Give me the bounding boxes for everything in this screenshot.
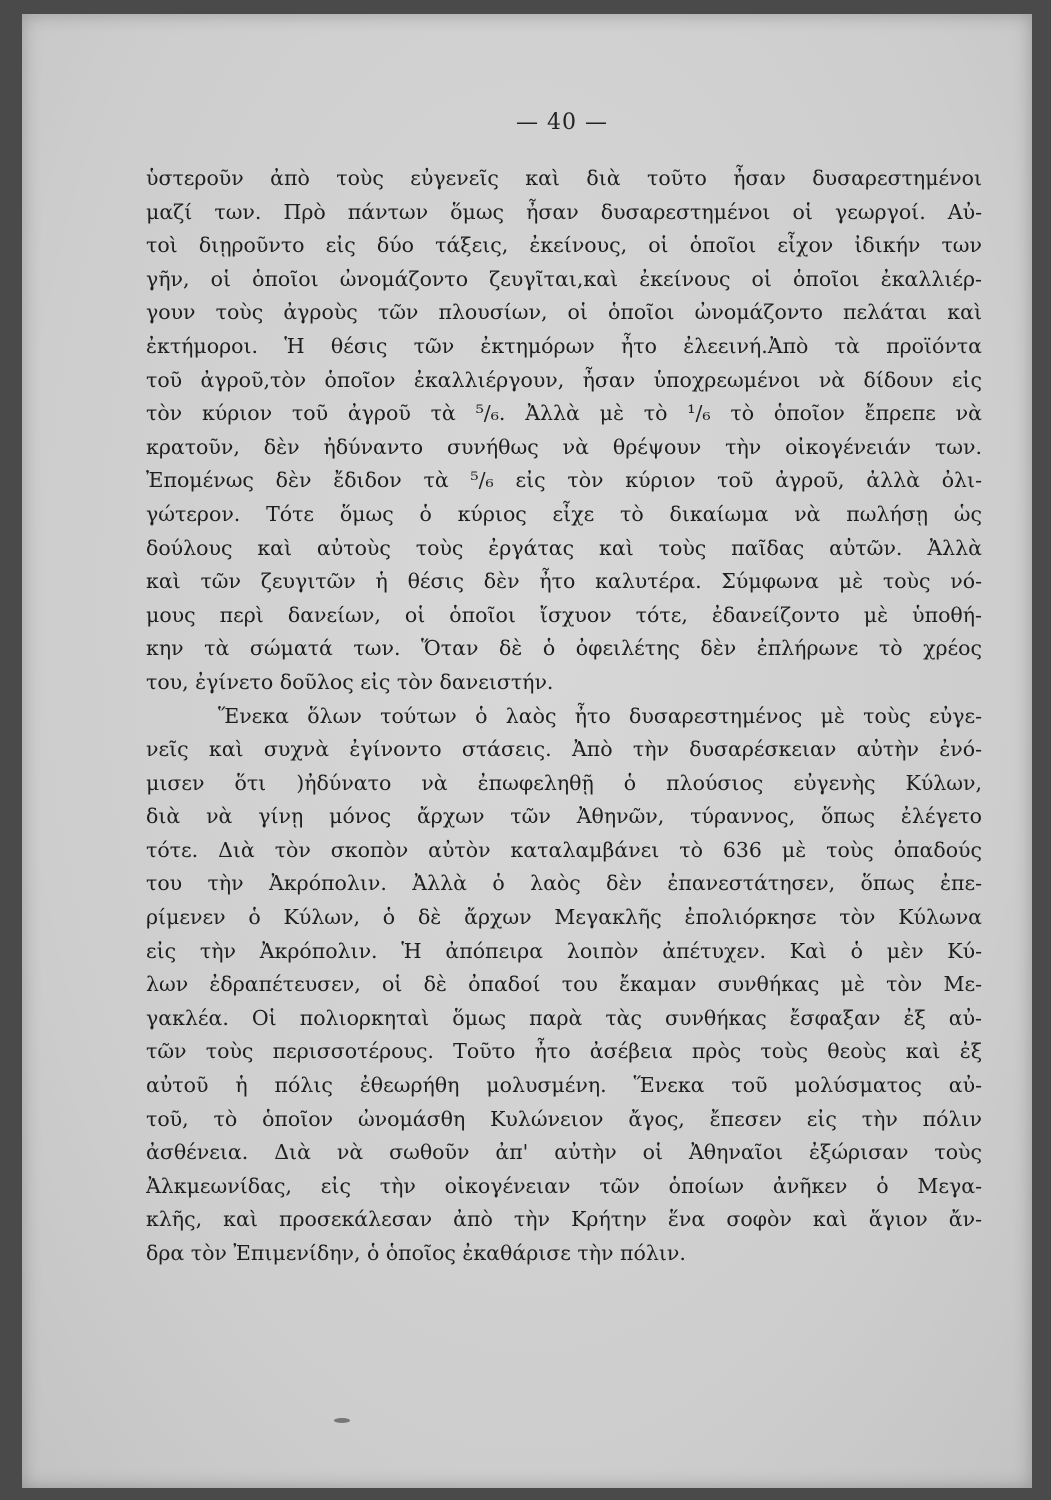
text-line: αὐτοῦ ἡ πόλις ἐθεωρήθη μολυσμένη. Ἕνεκα τοῦ μολύσματος αὐ- <box>146 1073 982 1098</box>
text-line: τὸν κύριον τοῦ ἀγροῦ τὰ ⁵/₆. Ἀλλὰ μὲ τὸ ¹/₆ τὸ ὁποῖον ἔπρεπε νὰ <box>146 401 982 426</box>
text-line: μισεν ὅτι )ἠδύνατο νὰ ἐπωφεληθῇ ὁ πλούσιος εὐγενὴς Κύλων, <box>146 770 982 795</box>
text-line: γώτερον. Τότε ὅμως ὁ κύριος εἶχε τὸ δικαίωμα νὰ πωλήσῃ ὡς <box>146 501 982 526</box>
text-line: μαζί των. Πρὸ πάντων ὅμως ἦσαν δυσαρεστημένοι οἱ γεωργοί. Αὐ- <box>146 199 982 224</box>
page-number: — 40 — <box>516 110 608 135</box>
text-line: δρα τὸν Ἐπιμενίδην, ὁ ὁποῖος ἐκαθάρισε τὴν πόλιν. <box>146 1241 686 1265</box>
text-line: καὶ τῶν ζευγιτῶν ἡ θέσις δὲν ἦτο καλυτέρα. Σύμφωνα μὲ τοὺς νό- <box>146 569 982 594</box>
text-line: ἀσθένεια. Διὰ νὰ σωθοῦν ἀπ' αὐτὴν οἱ Ἀθηναῖοι ἐξώρισαν τοὺς <box>146 1140 982 1165</box>
text-line: του, ἐγίνετο δοῦλος εἰς τὸν δανειστήν. <box>146 669 554 694</box>
text-line: εἰς τὴν Ἀκρόπολιν. Ἡ ἀπόπειρα λοιπὸν ἀπέτυχεν. Καὶ ὁ μὲν Κύ- <box>146 938 982 963</box>
text-line: Ἐπομένως δὲν ἔδιδον τὰ ⁵/₆ εἰς τὸν κύριον τοῦ ἀγροῦ, ἀλλὰ ὀλι- <box>146 468 982 493</box>
text-line: κρατοῦν, δὲν ἠδύναντο συνήθως νὰ θρέψουν τὴν οἰκογένειάν των. <box>146 434 982 459</box>
text-line: γουν τοὺς ἀγροὺς τῶν πλουσίων, οἱ ὁποῖοι ὠνομάζοντο πελάται καὶ <box>146 300 982 325</box>
text-line: γῆν, οἱ ὁποῖοι ὠνομάζοντο ζευγῖται,καὶ ἐκείνους οἱ ὁποῖοι ἐκαλλιέρ- <box>146 266 982 291</box>
book-page <box>22 14 1032 1488</box>
text-line: νεῖς καὶ συχνὰ ἐγίνοντο στάσεις. Ἀπὸ τὴν δυσαρέσκειαν αὐτὴν ἐνό- <box>146 737 982 762</box>
ink-smudge <box>334 1418 350 1423</box>
text-line: γακλέα. Οἱ πολιορκηταὶ ὅμως παρὰ τὰς συνθήκας ἔσφαξαν ἐξ αὐ- <box>146 1005 982 1030</box>
text-line: διὰ νὰ γίνῃ μόνος ἄρχων τῶν Ἀθηνῶν, τύραννος, ὅπως ἐλέγετο <box>146 804 982 829</box>
text-line: μους περὶ δανείων, οἱ ὁποῖοι ἴσχυον τότε, ἐδανείζοντο μὲ ὑποθή- <box>146 602 982 627</box>
text-line: λων ἐδραπέτευσεν, οἱ δὲ ὀπαδοί του ἔκαμαν συνθήκας μὲ τὸν Με- <box>146 972 982 997</box>
text-line: του τὴν Ἀκρόπολιν. Ἀλλὰ ὁ λαὸς δὲν ἐπανεστάτησεν, ὅπως ἐπε- <box>146 871 982 896</box>
text-line: τοῦ, τὸ ὁποῖον ὠνομάσθη Κυλώνειον ἄγος, ἔπεσεν εἰς τὴν πόλιν <box>146 1106 982 1131</box>
text-line: τότε. Διὰ τὸν σκοπὸν αὐτὸν καταλαμβάνει τὸ 636 μὲ τοὺς ὀπαδούς <box>146 837 982 862</box>
text-line: Ἀλκμεωνίδας, εἰς τὴν οἰκογένειαν τῶν ὁποίων ἀνῆκεν ὁ Μεγα- <box>146 1173 982 1198</box>
text-line: Ἕνεκα ὅλων τούτων ὁ λαὸς ἦτο δυσαρεστημένος μὲ τοὺς εὐγε- <box>218 703 982 728</box>
body-text <box>146 162 982 1271</box>
text-line: τοῦ ἀγροῦ,τὸν ὁποῖον ἐκαλλιέργουν, ἦσαν ὑποχρεωμένοι νὰ δίδουν εἰς <box>146 367 982 392</box>
text-line: κην τὰ σώματά των. Ὅταν δὲ ὁ ὀφειλέτης δὲν ἐπλήρωνε τὸ χρέος <box>146 636 982 661</box>
text-line: τῶν τοὺς περισσοτέρους. Τοῦτο ἦτο ἀσέβεια πρὸς τοὺς θεοὺς καὶ ἐξ <box>146 1039 982 1064</box>
text-line: δούλους καὶ αὐτοὺς τοὺς ἐργάτας καὶ τοὺς παῖδας αὐτῶν. Ἀλλὰ <box>146 535 982 560</box>
text-line: ὑστεροῦν ἀπὸ τοὺς εὐγενεῖς καὶ διὰ τοῦτο ἦσαν δυσαρεστημένοι <box>146 166 982 190</box>
text-line: τοὶ διῃροῦντο εἰς δύο τάξεις, ἐκείνους, οἱ ὁποῖοι εἶχον ἰδικήν των <box>146 233 982 258</box>
text-line: κλῆς, καὶ προσεκάλεσαν ἀπὸ τὴν Κρήτην ἕνα σοφὸν καὶ ἅγιον ἄν- <box>146 1207 982 1232</box>
text-line: ἐκτήμοροι. Ἡ θέσις τῶν ἐκτημόρων ἦτο ἐλεεινή.Ἀπὸ τὰ προϊόντα <box>146 333 982 358</box>
text-line: ρίμενεν ὁ Κύλων, ὁ δὲ ἄρχων Μεγακλῆς ἐπολιόρκησε τὸν Κύλωνα <box>146 905 982 930</box>
